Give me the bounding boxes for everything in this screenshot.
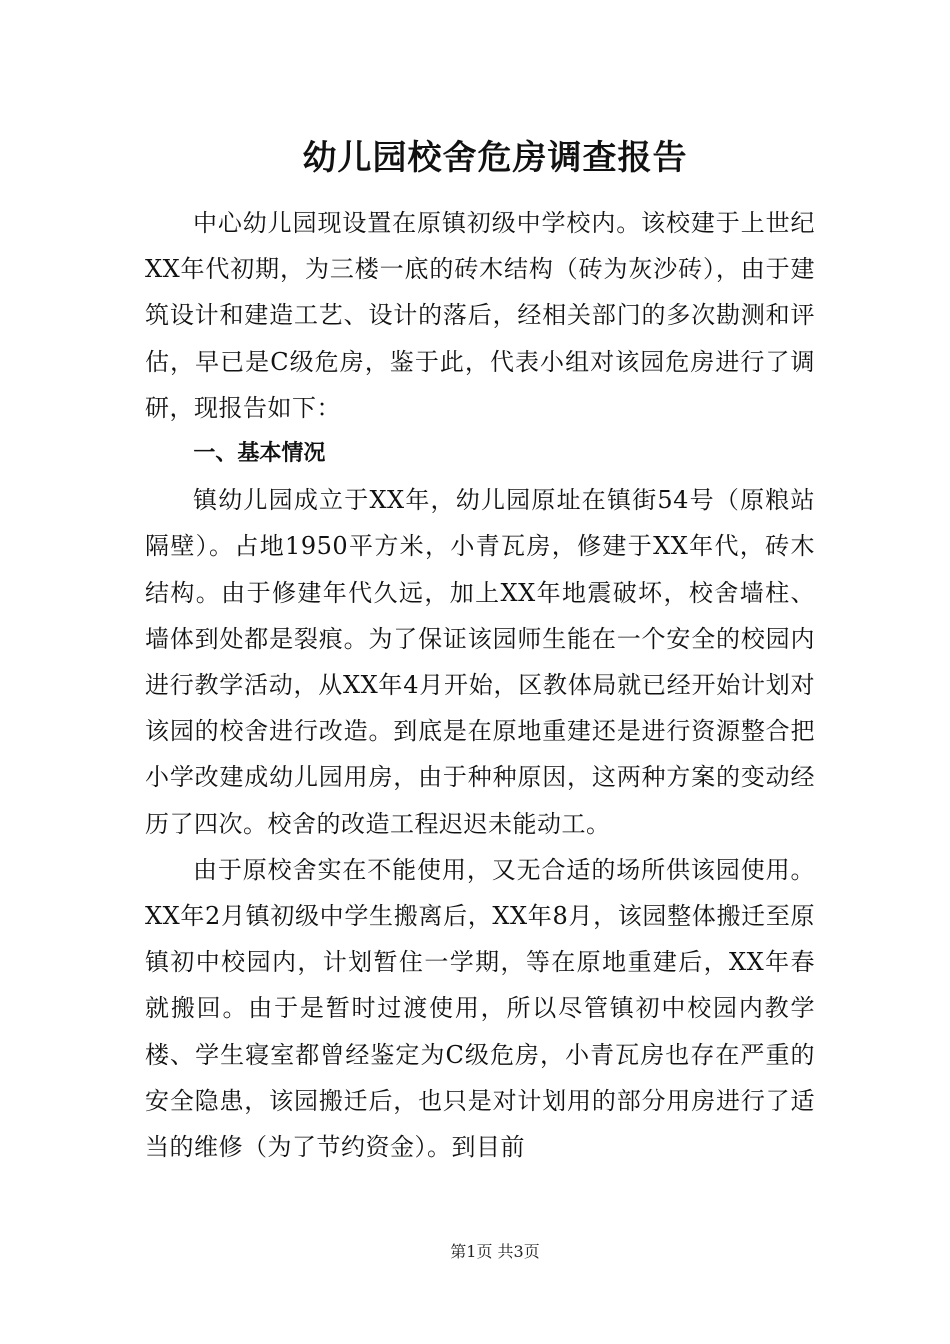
- document-body: [145, 200, 815, 1170]
- body-paragraph-1: 镇幼儿园成立于XX年，幼儿园原址在镇街54号（原粮站隔壁）。占地1950平方米，小青瓦房，修建于XX年代，砖木结构。由于修建年代久远，加上XX年地震破坏，校舍墙柱、墙体到处都是裂痕。为了保证该园师生能在一个安全的校园内进行教学活动，从XX年4月开始，区教体局就已经开始计划对该园的校舍进行改造。到底是在原地重建还是进行资源整合把小学改建成幼儿园用房，由于种种原因，这两种方案的变动经历了四次。校舍的改造工程迟迟未能动工。: [145, 486, 815, 838]
- intro-paragraph: 中心幼儿园现设置在原镇初级中学校内。该校建于上世纪XX年代初期，为三楼一底的砖木结构（砖为灰沙砖），由于建筑设计和建造工艺、设计的落后，经相关部门的多次勘测和评估，早已是C级危房，鉴于此，代表小组对该园危房进行了调研，现报告如下：: [145, 209, 815, 422]
- page-footer: 第1页 共3页: [450, 1242, 540, 1261]
- body-paragraph-2: 由于原校舍实在不能使用，又无合适的场所供该园使用。XX年2月镇初级中学生搬离后，XX年8月，该园整体搬迁至原镇初中校园内，计划暂住一学期，等在原地重建后，XX年春就搬回。由于是暂时过渡使用，所以尽管镇初中校园内教学楼、学生寝室都曾经鉴定为C级危房，小青瓦房也存在严重的安全隐患，该园搬迁后，也只是对计划用的部分用房进行了适当的维修（为了节约资金）。到目前: [145, 855, 815, 1162]
- section-heading: 一、基本情况: [193, 441, 326, 467]
- document-title: 幼儿园校舍危房调查报告: [302, 138, 688, 178]
